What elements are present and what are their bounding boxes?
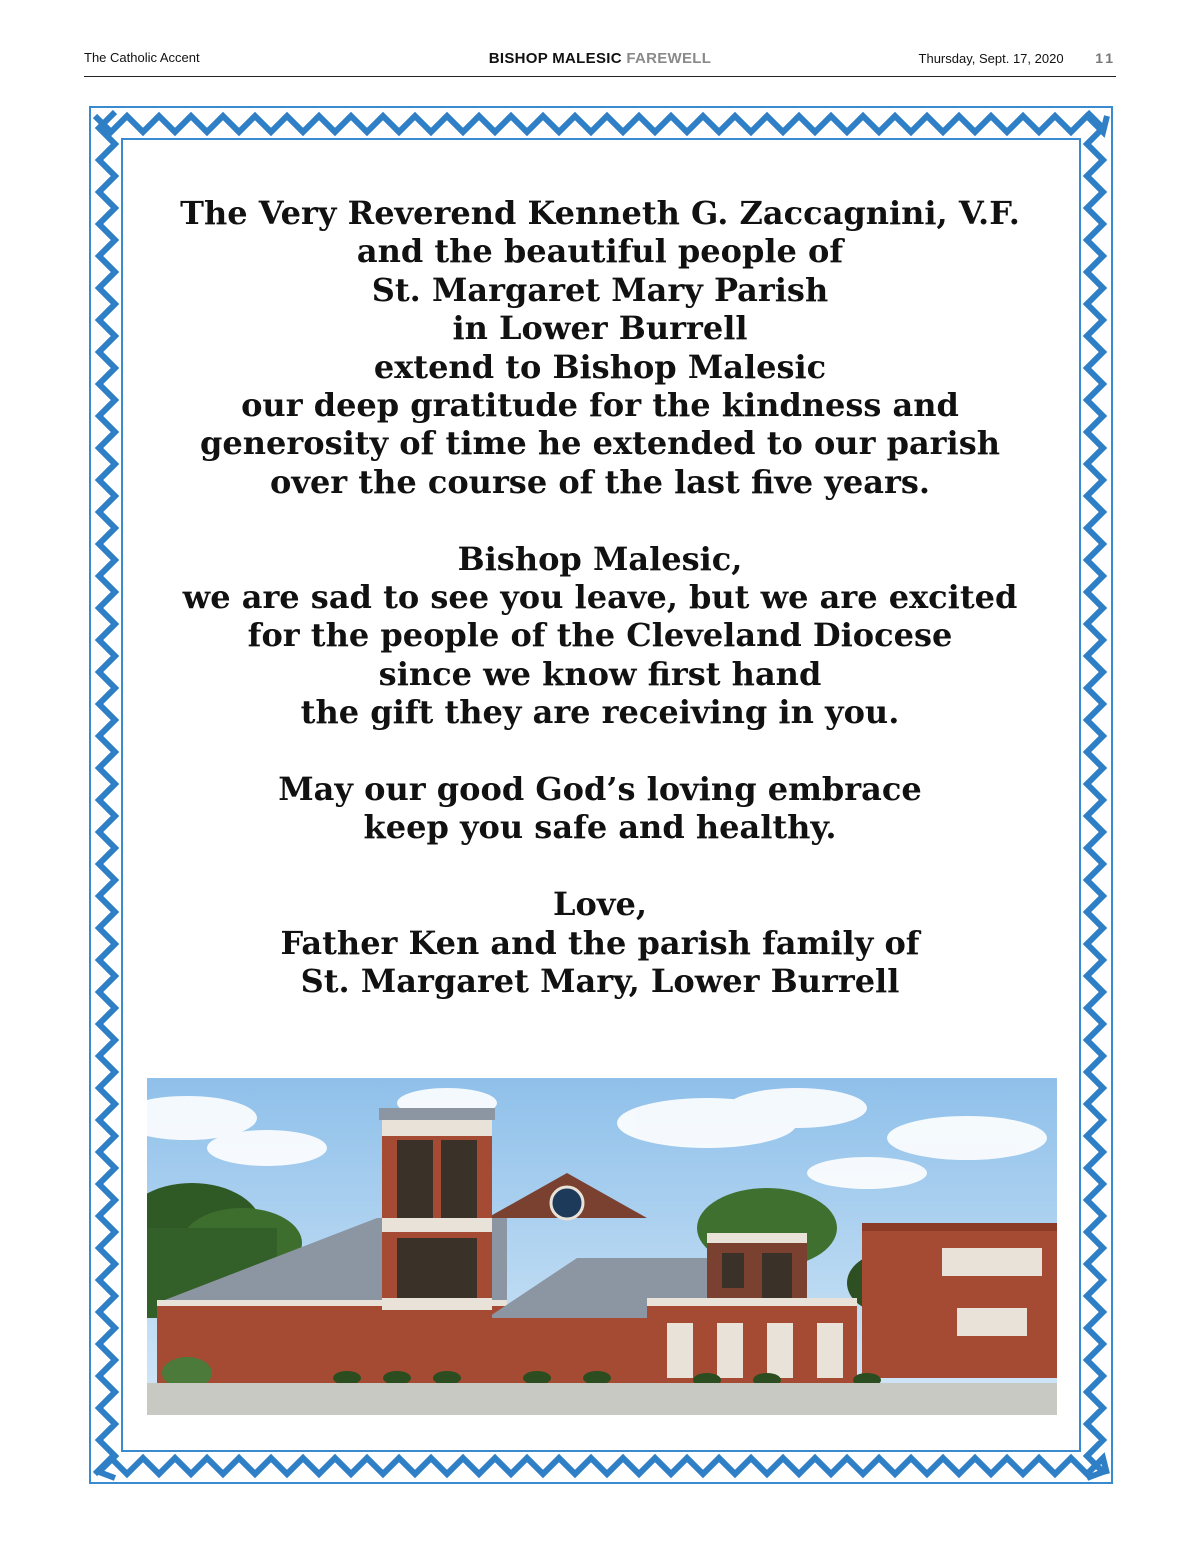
church-illustration [147, 1078, 1057, 1415]
message-line: Bishop Malesic, [457, 539, 743, 578]
section-title-accent: FAREWELL [626, 50, 712, 67]
message-line: May our good God’s loving embrace [278, 770, 922, 809]
farewell-message [150, 194, 1050, 1039]
parking-lot [147, 1383, 1057, 1415]
rose-window [551, 1187, 583, 1219]
bell-tower [379, 1108, 495, 1383]
message-line: we are sad to see you leave, but we are excited [182, 578, 1018, 617]
message-line: for the people of the Cleveland Diocese [247, 616, 953, 655]
school-building [862, 1223, 1057, 1378]
border-zigzag-horizontal [95, 116, 1107, 132]
message-line: and the beautiful people of [356, 232, 844, 271]
issue-date: Thursday, Sept. 17, 2020 [918, 51, 1064, 66]
message-line: generosity of time he extended to our parish [200, 424, 1000, 463]
message-line: St. Margaret Mary Parish [371, 270, 829, 309]
message-line: Love, [553, 885, 647, 924]
page-header [84, 44, 1116, 77]
message-paragraph-1 [150, 194, 1050, 501]
message-line: over the course of the last five years. [270, 462, 930, 501]
publication-name: The Catholic Accent [84, 50, 200, 65]
border-zigzag-vertical [1087, 112, 1103, 1478]
message-line: St. Margaret Mary, Lower Burrell [300, 962, 900, 1001]
section-title-main: BISHOP MALESIC [488, 50, 622, 67]
message-line: Father Ken and the parish family of [280, 923, 920, 962]
message-signoff [150, 885, 1050, 1000]
page-number: 11 [1095, 50, 1116, 66]
message-line: keep you safe and healthy. [363, 808, 837, 847]
message-line: since we know first hand [378, 654, 822, 693]
message-line: our deep gratitude for the kindness and [241, 386, 959, 425]
message-line: The Very Reverend Kenneth G. Zaccagnini, V.F. [180, 194, 1020, 232]
message-line: in Lower Burrell [452, 309, 748, 348]
border-zigzag-vertical [99, 112, 115, 1478]
header-right [919, 50, 1116, 66]
message-paragraph-3 [150, 770, 1050, 847]
message-line: the gift they are receiving in you. [300, 693, 900, 732]
message-paragraph-2 [150, 540, 1050, 732]
church-photo [147, 1078, 1057, 1415]
message-line: extend to Bishop Malesic [373, 347, 827, 386]
border-zigzag-horizontal [95, 1458, 1107, 1474]
